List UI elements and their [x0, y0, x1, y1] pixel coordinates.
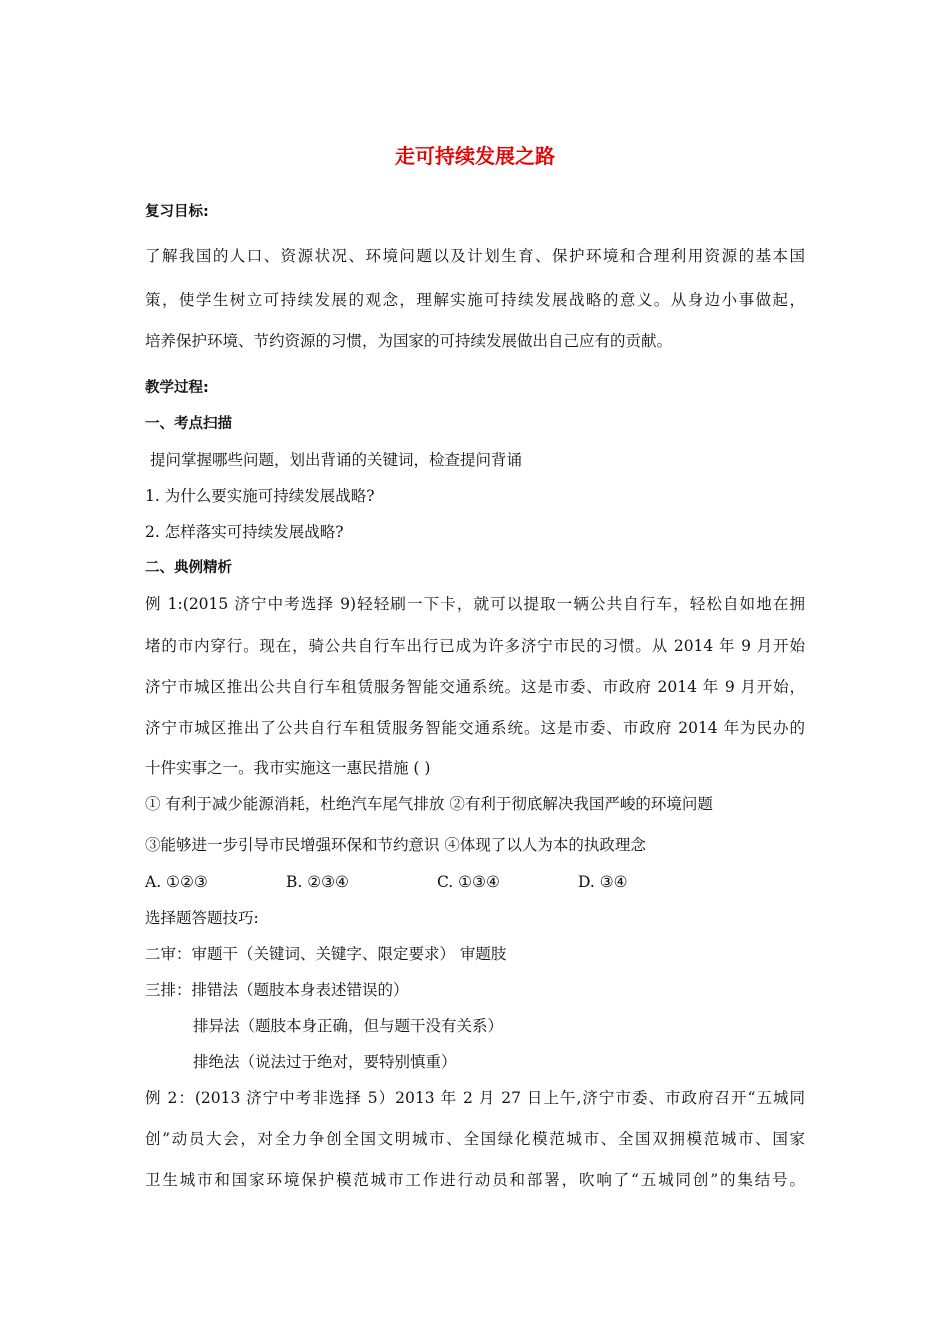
statement-line-1: ① 有利于减少能源消耗，杜绝汽车尾气排放 ②有利于彻底解决我国严峻的环境问题	[145, 795, 713, 813]
section2-heading: 二、典例精析	[145, 560, 232, 576]
example2-line-3: 卫生城市和国家环境保护模范城市工作进行动员和部署，吹响了“五城同创”的集结号。	[145, 1171, 805, 1189]
example1-line-1: 例 1:(2015 济宁中考选择 9)轻轻刷一下卡，就可以提取一辆公共自行车，轻松自如地在拥	[145, 595, 805, 613]
choice-d: D. ③④	[578, 873, 628, 891]
objectives-line-1: 了解我国的人口、资源状况、环境问题以及计划生育、保护环境和合理利用资源的基本国	[145, 247, 805, 265]
example2-line-2: 创”动员大会，对全力争创全国文明城市、全国绿化模范城市、全国双拥模范城市、国家	[145, 1130, 805, 1148]
objectives-line-3: 培养保护环境、节约资源的习惯，为国家的可持续发展做出自己应有的贡献。	[145, 332, 673, 350]
tips-heading: 选择题答题技巧:	[145, 909, 259, 927]
example1-line-5: 十件实事之一。我市实施这一惠民措施 ( )	[145, 759, 431, 777]
example1-line-4: 济宁市城区推出了公共自行车租赁服务智能交通系统。这是市委、市政府 2014 年为民办的	[145, 719, 805, 737]
document-title: 走可持续发展之路	[395, 144, 555, 168]
tip-line-4: 排绝法（说法过于绝对，要特别慎重）	[193, 1053, 457, 1071]
question-2: 2. 怎样落实可持续发展战略?	[145, 523, 344, 541]
tip-line-1: 二审：审题干（关键词、关键字、限定要求） 审题肢	[145, 945, 507, 963]
section1-heading: 一、考点扫描	[145, 416, 232, 432]
example1-line-2: 堵的市内穿行。现在，骑公共自行车出行已成为许多济宁市民的习惯。从 2014 年 9 月开始	[145, 637, 805, 655]
choice-b: B. ②③④	[286, 873, 349, 891]
example2-line-1: 例 2：(2013 济宁中考非选择 5）2013 年 2 月 27 日上午,济宁市委、市政府召开“五城同	[145, 1089, 805, 1107]
choice-a: A. ①②③	[145, 873, 208, 891]
tip-line-3: 排异法（题肢本身正确，但与题干没有关系）	[193, 1017, 504, 1035]
question-1: 1. 为什么要实施可持续发展战略?	[145, 487, 375, 505]
objectives-line-2: 策，使学生树立可持续发展的观念，理解实施可持续发展战略的意义。从身边小事做起，	[145, 291, 805, 309]
choice-c: C. ①③④	[437, 873, 500, 891]
section1-intro: 提问掌握哪些问题，划出背诵的关键词，检查提问背诵	[150, 451, 523, 469]
example1-line-3: 济宁市城区推出公共自行车租赁服务智能交通系统。这是市委、市政府 2014 年 9 月开始，	[145, 678, 805, 696]
statement-line-2: ③能够进一步引导市民增强环保和节约意识 ④体现了以人为本的执政理念	[145, 836, 646, 854]
process-heading: 教学过程:	[145, 380, 209, 396]
objectives-heading: 复习目标:	[145, 204, 209, 220]
tip-line-2: 三排：排错法（题肢本身表述错误的）	[145, 981, 409, 999]
